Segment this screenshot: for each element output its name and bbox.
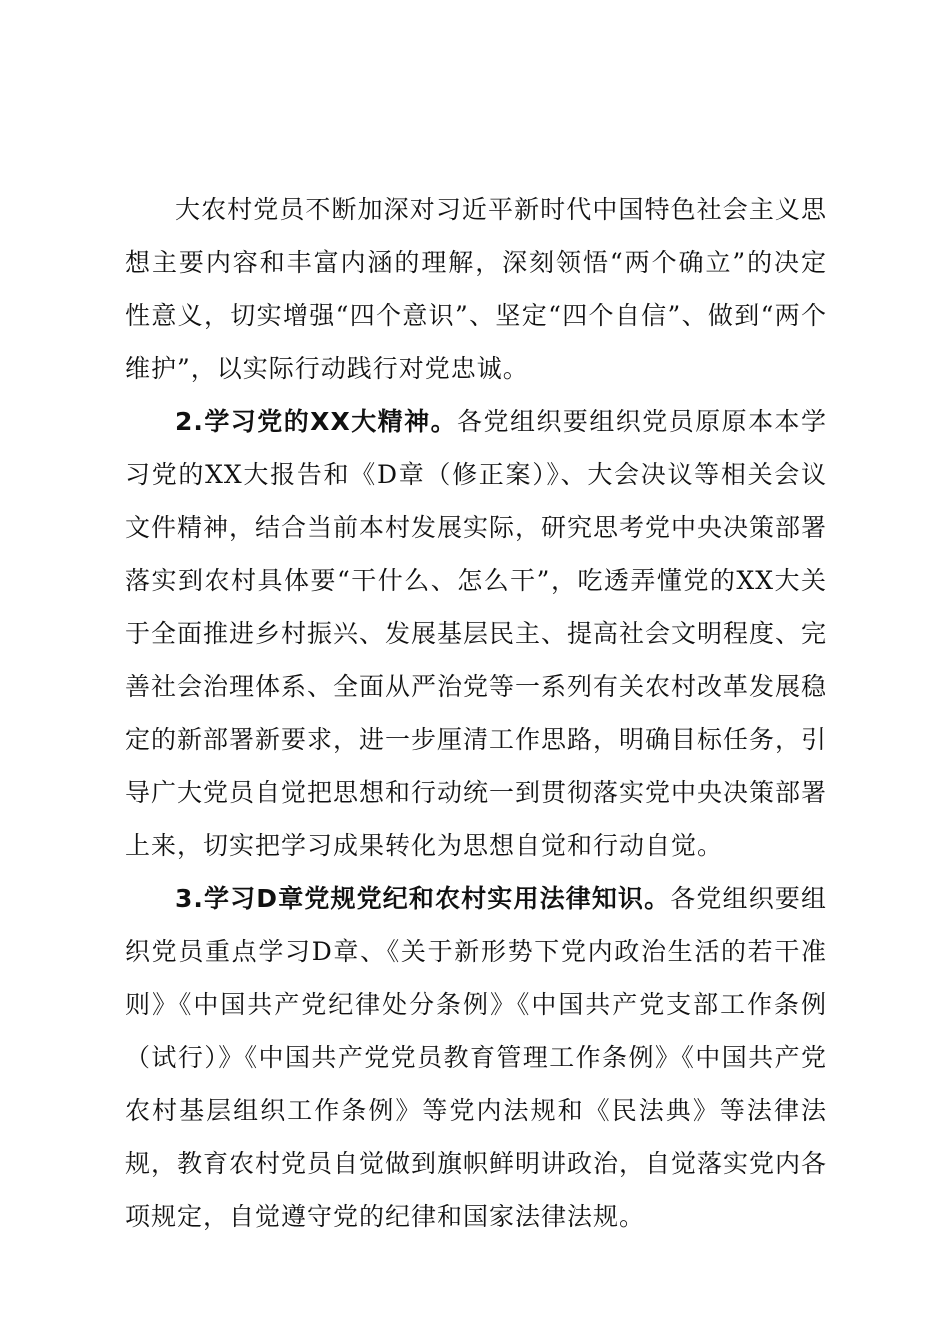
paragraph-2-text: 各党组织要组织党员原原本本学习党的XX大报告和《D章（修正案）》、大会决议等相关会议文件精神，结合当前本村发展实际，研究思考党中央决策部署落实到农村具体要“干什么、怎么干”，吃透弄懂党的XX大关于全面推进乡村振兴、发展基层民主、提高社会文明程度、完善社会治理体系、全面从严治党等一系列有关农村改革发展稳定的新部署新要求，进一步厘清工作思路，明确目标任务，引导广大党员自觉把思想和行动统一到贯彻落实党中央决策部署上来，切实把学习成果转化为思想自觉和行动自觉。 bbox=[125, 407, 828, 860]
paragraph-1 bbox=[125, 183, 827, 395]
paragraph-3 bbox=[125, 872, 827, 1243]
document-body bbox=[125, 183, 827, 1243]
paragraph-3-text: 各党组织要组织党员重点学习D章、《关于新形势下党内政治生活的若干准则》《中国共产党纪律处分条例》《中国共产党支部工作条例（试行）》《中国共产党党员教育管理工作条例》《中国共产党农村基层组织工作条例》等党内法规和《民法典》等法律法规，教育农村党员自觉做到旗帜鲜明讲政治，自觉落实党内各项规定，自觉遵守党的纪律和国家法律法规。 bbox=[125, 884, 828, 1231]
paragraph-2-heading: 2.学习党的XX大精神。 bbox=[175, 407, 458, 436]
paragraph-2 bbox=[125, 395, 827, 872]
paragraph-1-text: 大农村党员不断加深对习近平新时代中国特色社会主义思想主要内容和丰富内涵的理解，深刻领悟“两个确立”的决定性意义，切实增强“四个意识”、坚定“四个自信”、做到“两个维护”，以实际行动践行对党忠诚。 bbox=[125, 195, 827, 383]
paragraph-3-heading: 3.学习D章党规党纪和农村实用法律知识。 bbox=[175, 884, 671, 913]
